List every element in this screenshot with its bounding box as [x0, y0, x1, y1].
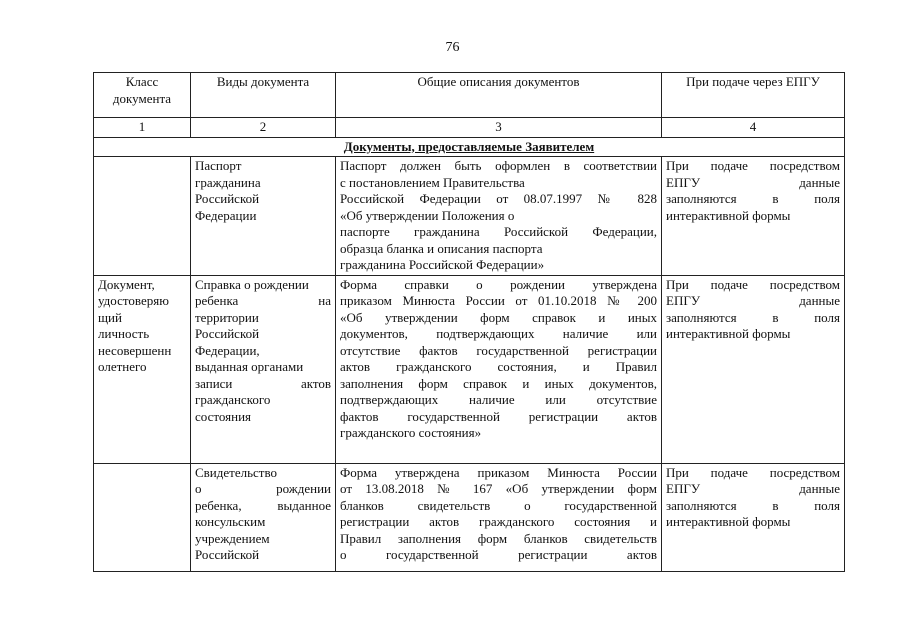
column-number: 1 — [94, 118, 191, 138]
table-header-row — [94, 73, 845, 118]
class-line: несовершенн — [98, 342, 172, 358]
class-cell — [94, 463, 191, 571]
description-line: бланков свидетельств о государственной — [340, 497, 657, 513]
epgu-line: интерактивной формы — [666, 326, 791, 341]
epgu-line — [666, 175, 840, 192]
type-line: консульским — [195, 514, 266, 529]
type-line: о рождении — [195, 481, 331, 496]
type-line: Справка о рождении — [195, 276, 309, 292]
epgu-cell — [662, 275, 845, 463]
table-row — [94, 463, 845, 571]
epgu-line — [666, 310, 840, 327]
epgu-word: заполняются — [666, 497, 737, 513]
type-line: Свидетельство — [195, 464, 278, 480]
epgu-word: заполняются — [666, 191, 737, 206]
type-line: гражданского — [195, 392, 271, 407]
description-line: актов гражданского состояния, и Правил — [340, 359, 657, 374]
epgu-word: данные — [799, 174, 840, 190]
description-line: от 13.08.2018 № 167 «Об утверждении форм — [340, 481, 657, 496]
epgu-line: интерактивной формы — [666, 514, 791, 529]
class-line: Документ, — [98, 276, 155, 292]
type-line: ребенка, выданное — [195, 497, 331, 513]
description-line: о государственной регистрации актов — [340, 547, 657, 562]
description-line: приказом Минюста России от 01.10.2018 № 200 — [340, 293, 657, 308]
epgu-line — [666, 481, 840, 498]
class-line: олетнего — [98, 359, 147, 374]
description-line: отсутствие фактов государственной регистрации — [340, 342, 657, 358]
description-line: заполнения форм справок и иных документов, — [340, 375, 657, 391]
type-line: Федерации, — [195, 342, 260, 358]
epgu-word: заполняются — [666, 309, 737, 325]
type-cell — [191, 275, 336, 463]
epgu-line: При подаче посредством — [666, 276, 840, 292]
description-line: паспорте гражданина Российской Федерации, — [340, 224, 657, 239]
column-numbers-row — [94, 118, 845, 138]
description-line: Форма справки о рождении утверждена — [340, 276, 657, 292]
description-line: гражданина Российской Федерации» — [340, 257, 545, 272]
class-line: удостоверяю — [98, 293, 169, 308]
description-line: с постановлением Правительства — [340, 174, 525, 190]
type-line: гражданина — [195, 174, 261, 190]
epgu-cell — [662, 157, 845, 276]
description-line: «Об утверждении форм справок и иных — [340, 309, 657, 325]
type-line: состояния — [195, 408, 251, 424]
class-cell — [94, 157, 191, 276]
epgu-word: данные — [799, 481, 840, 496]
type-line: записи актов — [195, 375, 331, 391]
section-row — [94, 137, 845, 157]
column-number: 2 — [191, 118, 336, 138]
epgu-word: данные — [799, 293, 840, 308]
epgu-word: ЕПГУ — [666, 293, 701, 308]
description-line: подтверждающих наличие или отсутствие — [340, 392, 657, 407]
type-line: Российской — [195, 326, 260, 341]
type-line: выданная органами — [195, 359, 304, 374]
column-number: 4 — [662, 118, 845, 138]
epgu-cell — [662, 463, 845, 571]
epgu-line: При подаче посредством — [666, 158, 840, 173]
header-class: Класс документа — [94, 73, 191, 118]
description-line: образца бланка и описания паспорта — [340, 240, 543, 256]
description-line: регистрации актов гражданского состояния и — [340, 514, 657, 529]
description-cell — [336, 463, 662, 571]
class-line: щий — [98, 309, 122, 325]
header-types: Виды документа — [191, 73, 336, 118]
epgu-word: ЕПГУ — [666, 481, 701, 496]
epgu-word: ЕПГУ — [666, 174, 701, 190]
description-line: фактов государственной регистрации актов — [340, 408, 657, 424]
epgu-word: поля — [814, 309, 840, 325]
class-cell — [94, 275, 191, 463]
header-descriptions: Общие описания документов — [336, 73, 662, 118]
section-title: Документы, предоставляемые Заявителем — [94, 137, 845, 157]
type-line: Федерации — [195, 207, 257, 223]
description-line: «Об утверждении Положения о — [340, 207, 515, 223]
description-line: Российской Федерации от 08.07.1997 № 828 — [340, 191, 657, 206]
documents-table — [93, 72, 845, 572]
description-line: гражданского состояния» — [340, 425, 482, 440]
epgu-word: поля — [814, 191, 840, 206]
description-line: Паспорт должен быть оформлен в соответствии — [340, 158, 657, 173]
description-cell — [336, 157, 662, 276]
description-line: Правил заполнения форм бланков свидетельств — [340, 530, 657, 546]
type-cell — [191, 463, 336, 571]
type-line: Паспорт — [195, 158, 242, 173]
epgu-word: в — [772, 309, 779, 325]
type-line: территории — [195, 309, 259, 325]
epgu-line: интерактивной формы — [666, 207, 791, 223]
class-line: личность — [98, 326, 150, 341]
description-line: Форма утверждена приказом Минюста России — [340, 464, 657, 480]
type-line: Российской — [195, 547, 260, 562]
header-epgu: При подаче через ЕПГУ — [662, 73, 845, 118]
epgu-word: в — [772, 191, 779, 206]
column-number: 3 — [336, 118, 662, 138]
epgu-word: в — [772, 497, 779, 513]
description-line: документов, подтверждающих наличие или — [340, 326, 657, 341]
description-cell — [336, 275, 662, 463]
type-line: ребенка на — [195, 293, 331, 308]
epgu-line: При подаче посредством — [666, 464, 840, 480]
epgu-line — [666, 293, 840, 310]
table-row — [94, 275, 845, 463]
type-cell — [191, 157, 336, 276]
table-row — [94, 157, 845, 276]
epgu-word: поля — [814, 497, 840, 513]
type-line: учреждением — [195, 530, 270, 546]
type-line: Российской — [195, 191, 260, 206]
epgu-line — [666, 498, 840, 515]
page-number: 76 — [445, 40, 460, 55]
epgu-line — [666, 191, 840, 208]
